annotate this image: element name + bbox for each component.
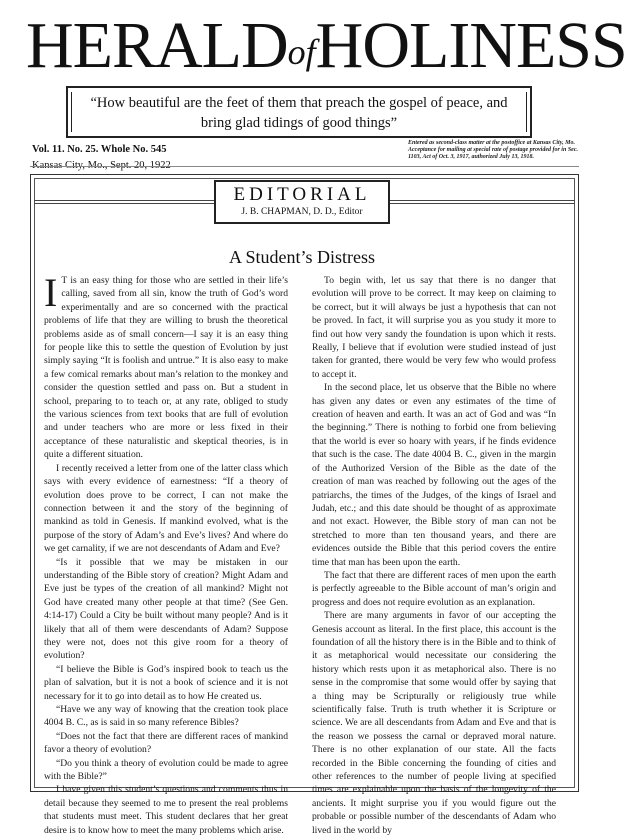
motto-line-1: “How beautiful are the feet of them that preach the gospel of peace, and [90,95,508,111]
paragraph: I recently received a letter from one of the latter class which says with every evidence of earnestness: “If a theory of evolution does prove to be correct, I can not make the connection between it and the story of the beginning of mankind as told in Genesis. If mankind evolved, what is the purpose of the story of Adam’s and Eve’s lives? And where do we get carnality, if we are not descendants of Adam and Eve? [44,462,288,555]
paragraph: “Have we any way of knowing that the creation took place 4004 B. C., as is said in so many reference Bibles? [44,704,288,729]
masthead-title-left: HERALD [26,9,288,82]
motto-box [66,86,532,138]
paragraph: “Do you think a theory of evolution could be made to agree with the Bible?” [44,757,288,783]
motto-line-2: bring glad tidings of good things” [200,115,398,131]
paragraph: In the second place, let us observe that the Bible no where has given any dates or even any estimates of the time of creation of heaven and earth. It was an act of God and was “In the beginning.” There is nothing to forbid one from believing that the world is ever so hoary with years, if he finds evidence that such is the case. The date 4004 B. C., given in the margin of the Authorized Version of the Bible as the date of the creation of man was reached by following out the ages of the patriarchs, the times of the Judges, of the kings of Israel and Judah, etc.; and this date should be thought of as approximate and not exact. However, the Bible story of man can not be stretched to more than ten thousand years, and there are evidences outside the Bible that this period covers the entire time that man has been upon the earth. [312,382,556,568]
paragraph: “Does not the fact that there are different races of mankind favor a theory of evolution? [44,730,288,756]
header-rule [30,166,579,167]
drop-cap: I [44,270,58,315]
section-title: EDITORIAL [233,184,371,205]
paragraph-text: T is an easy thing for those who are settled in their life’s calling, saved from all sin, know the truth of God’s word experimentally and are so concerned with the practical problems of life that they are willing to brush the theoretical problems aside as of small concern—I say it is an easy thing for people like this to settle the question of Evolution by just simply saying “It is foolish and untrue.” It is also easy to make a few comical remarks about man’s relation to the monkey and consider the question settled and pass on. But a student in school, preparing to to teach or, at any rate, obliged to study the various sciences from text books that are full of evolution and under teachers who are more or less fixed in their acceptance of these naturalistic and skeptical theories, is in quite a different situation. [44,275,288,461]
paragraph: There are many arguments in favor of our accepting the Genesis account as literal. In the first place, this account is the foundation of all the history there is in the Bible and to think of it as metaphorical would necessitate our considering the history which rests upon it as metaphorical also. There is no sense in the compromise that some would offer by saying that a thing may be Scripturally or religiously true while scientifically false. Truth is truth whether it is Scripture or science. We are all descendants from Adam and Eve and that is the reason we possess the carnal or depraved moral nature. There is no other explanation of our state. All the facts recorded in the Bible concerning the founding of cities and other references to the number of people living at specified times are explainable upon the basis of the longevity of the ancients. It might surprise you if you would figure out the probable or possible number of the descendants of Adam who lived in the world by [312,610,556,836]
paragraph: “I believe the Bible is God’s inspired book to teach us the plan of salvation, but it is not a book of science and it is not necessary for it to go into detail as to how He created us. [44,663,288,702]
masthead-title-of: of [287,31,316,72]
masthead-title-right: HOLINESS [315,9,627,82]
section-editor: J. B. CHAPMAN, D. D., Editor [241,207,363,217]
article-headline: A Student’s Distress [228,247,375,267]
paragraph: I have given this student’s questions and comments thus in detail because they seemed to me to present the real problems that students must meet. This student declares that her great desire is to know how to meet the many problems which arise. [44,784,288,836]
entry-notice: Entered as second-class matter at the postoffice at Kansas City, Mo. Acceptance for mailing at special rate of postage provided for in Sec. 1103, Act of Oct. 3, 1917, authorized July 13, 1918. [408,140,578,161]
paragraph: “Is it possible that we may be mistaken in our understanding of the Bible story of creation? Might Adam and Eve just be types of the creation of all mankind? Might not God have created many other people at that time? (See Gen. 4:14-17) Could a City be built without many people? And is it likely that all of them were descendants of Adam? Suppose they were not, does not this give room for a theory of evolution? [44,556,288,662]
issue-info [32,142,242,174]
paragraph: The fact that there are different races of men upon the earth is perfectly agreeable to the Bible account of man’s origin and progress and does not require evolution as an explanation. [312,569,556,608]
issue-volume: Vol. 11. No. 25. Whole No. 545 [32,144,167,155]
paragraph [44,270,288,462]
article-column-right [312,274,556,836]
editorial-box [214,180,390,224]
paragraph: To begin with, let us say that there is no danger that evolution will prove to be correct. It may keep on claiming to be correct, but it will always be just a hypothesis that can not be proved. In fact, it will surprise you as you study it more to find out how very sandy the foundation is upon which it rests. Really, I believe that if evolution were studied instead of just taken for granted, there would be very few who would profess to accept it. [312,275,556,380]
masthead-title [26,9,627,82]
article-column-left [44,270,288,836]
